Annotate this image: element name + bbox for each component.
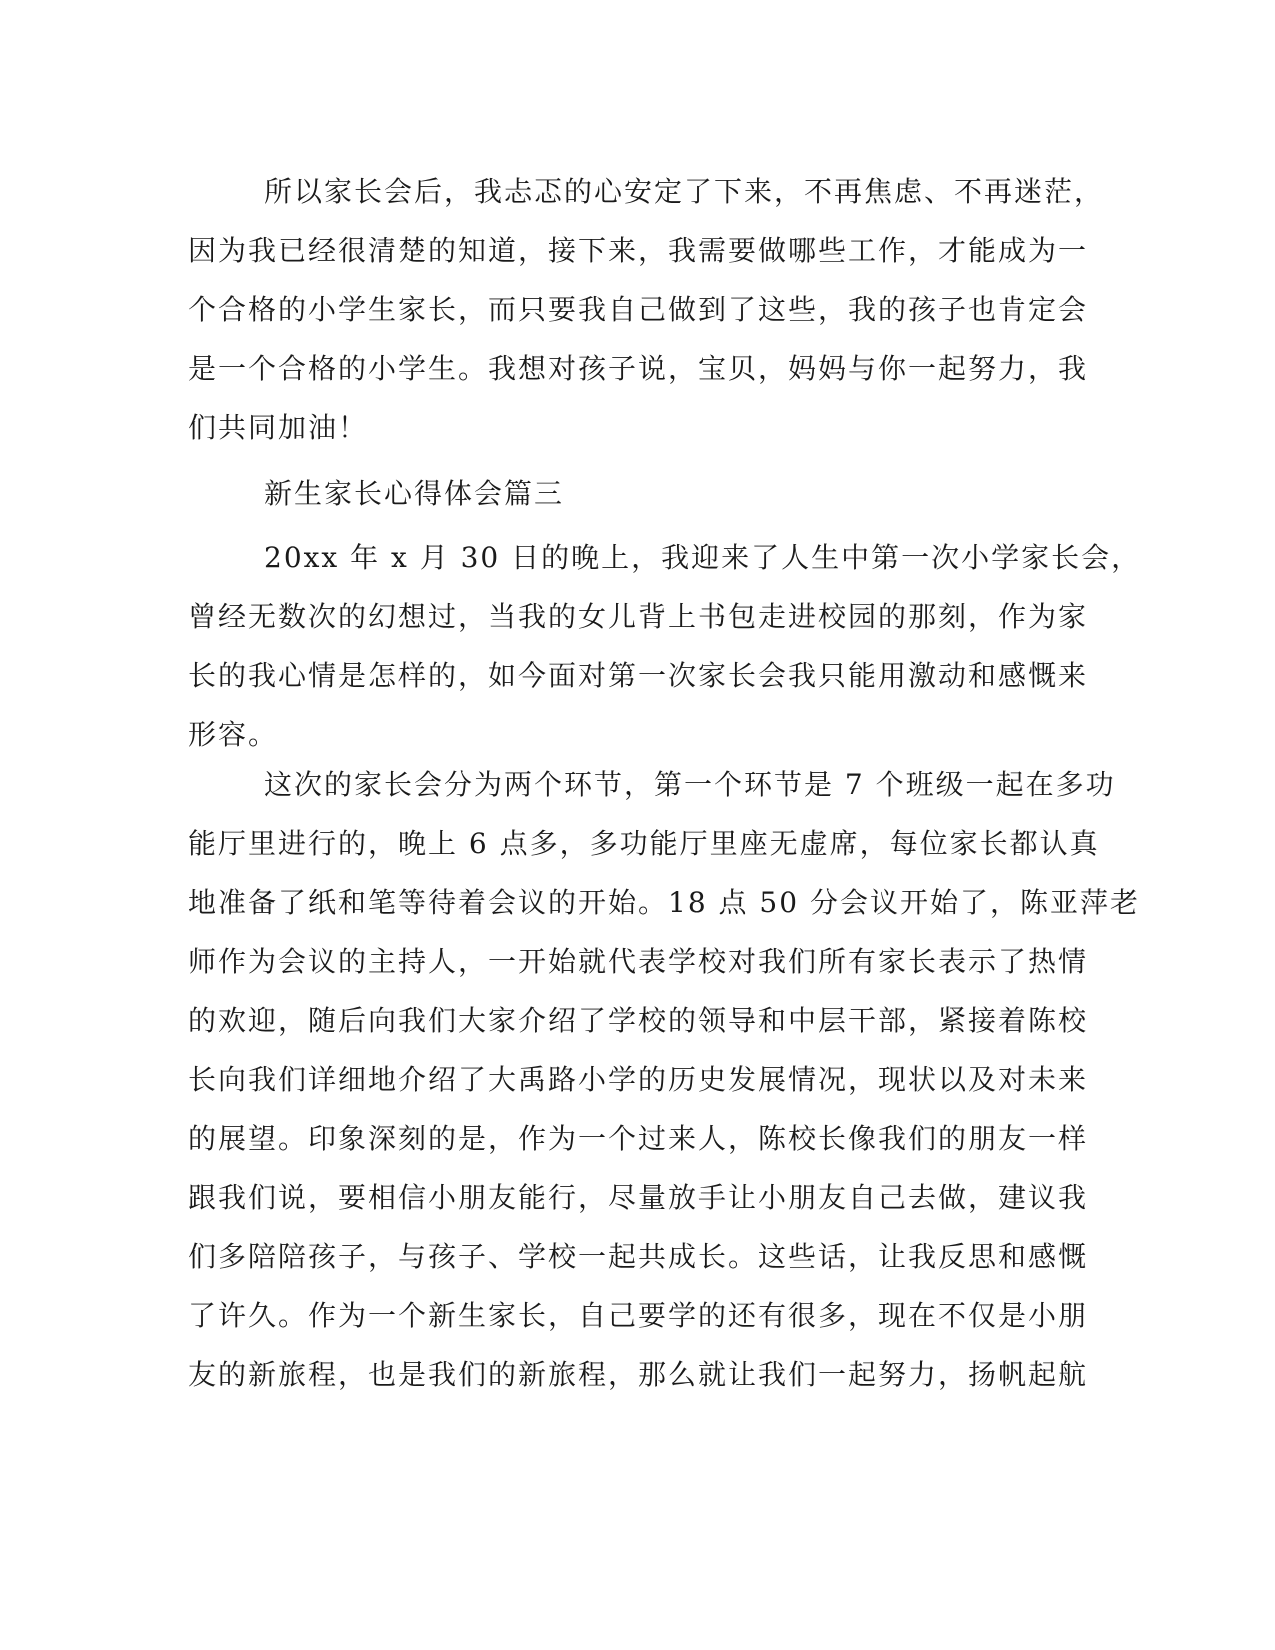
paragraph-line: 跟我们说，要相信小朋友能行，尽量放手让小朋友自己去做，建议我 xyxy=(188,1181,1089,1214)
paragraph-line: 因为我已经很清楚的知道，接下来，我需要做哪些工作，才能成为一 xyxy=(188,234,1089,267)
paragraph-line: 的欢迎，随后向我们大家介绍了学校的领导和中层干部，紧接着陈校 xyxy=(188,1004,1089,1037)
paragraph-line: 们多陪陪孩子，与孩子、学校一起共成长。这些话，让我反思和感慨 xyxy=(188,1240,1089,1273)
paragraph-line: 了许久。作为一个新生家长，自己要学的还有很多，现在不仅是小朋 xyxy=(188,1299,1089,1332)
paragraph-line: 形容。 xyxy=(188,718,279,751)
paragraph-line: 个合格的小学生家长，而只要我自己做到了这些，我的孩子也肯定会 xyxy=(188,293,1089,326)
paragraph-line: 们共同加油！ xyxy=(188,411,369,444)
paragraph-line: 曾经无数次的幻想过，当我的女儿背上书包走进校园的那刻，作为家 xyxy=(188,600,1089,633)
paragraph-line: 地准备了纸和笔等待着会议的开始。18 点 50 分会议开始了，陈亚萍老 xyxy=(188,886,1140,919)
paragraph-line: 能厅里进行的，晚上 6 点多，多功能厅里座无虚席，每位家长都认真 xyxy=(188,827,1100,860)
paragraph-line: 20xx 年 x 月 30 日的晚上，我迎来了人生中第一次小学家长会， xyxy=(264,541,1142,574)
paragraph-line: 友的新旅程，也是我们的新旅程，那么就让我们一起努力，扬帆起航 xyxy=(188,1358,1089,1391)
paragraph-1 xyxy=(188,162,1105,457)
paragraph-3 xyxy=(188,755,1140,1404)
paragraph-line: 长的我心情是怎样的，如今面对第一次家长会我只能用激动和感慨来 xyxy=(188,659,1089,692)
paragraph-line: 这次的家长会分为两个环节，第一个环节是 7 个班级一起在多功 xyxy=(264,768,1116,801)
paragraph-line: 是一个合格的小学生。我想对孩子说，宝贝，妈妈与你一起努力，我 xyxy=(188,352,1089,385)
section-title: 新生家长心得体会篇三 xyxy=(264,477,565,510)
paragraph-2 xyxy=(188,528,1142,764)
paragraph-line: 师作为会议的主持人，一开始就代表学校对我们所有家长表示了热情 xyxy=(188,945,1089,978)
paragraph-line: 的展望。印象深刻的是，作为一个过来人，陈校长像我们的朋友一样 xyxy=(188,1122,1089,1155)
paragraph-line: 所以家长会后，我忐忑的心安定了下来，不再焦虑、不再迷茫， xyxy=(264,175,1105,208)
paragraph-line: 长向我们详细地介绍了大禹路小学的历史发展情况，现状以及对未来 xyxy=(188,1063,1089,1096)
